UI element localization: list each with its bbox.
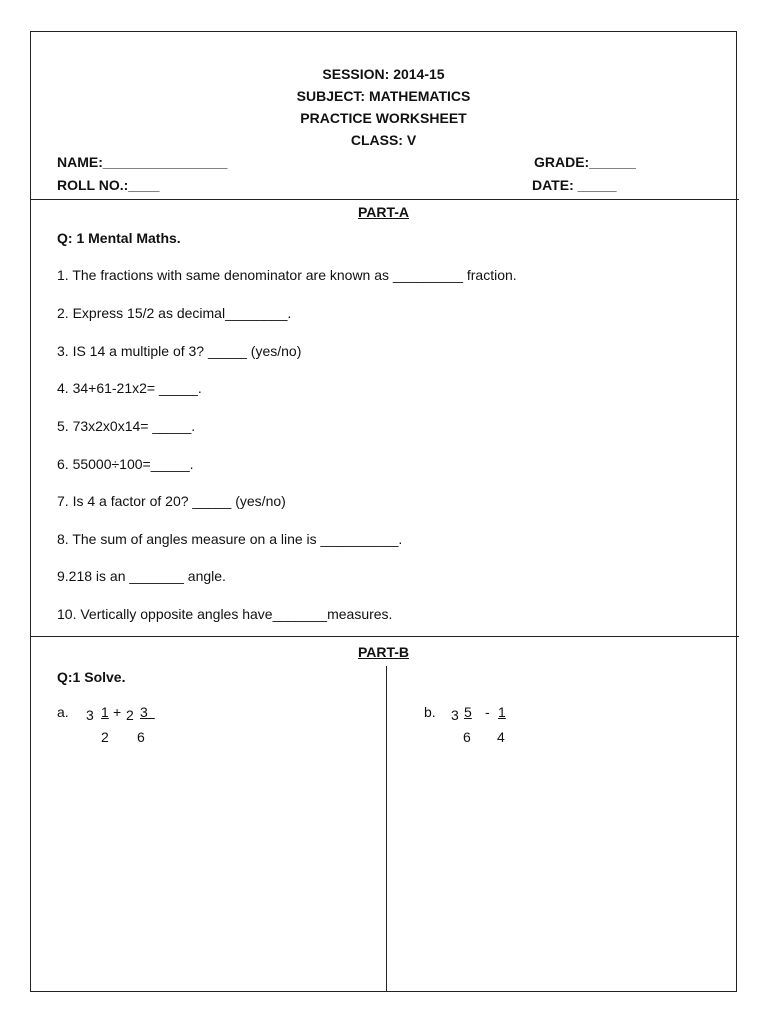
mixed-number-whole: 3	[451, 707, 459, 723]
operator: +	[113, 704, 122, 720]
underline-extension	[147, 704, 155, 720]
part-b-title: PART-B	[357, 644, 410, 660]
roll-number-field: ROLL NO.:____	[57, 177, 160, 193]
part-a-question: Q: 1 Mental Maths.	[57, 230, 181, 246]
mixed-number-whole: 3	[86, 707, 94, 723]
question-item: 2. Express 15/2 as decimal________.	[57, 305, 292, 321]
problem-b-label: b.	[424, 704, 436, 720]
name-field: NAME:________________	[57, 154, 228, 170]
question-item: 6. 55000÷100=_____.	[57, 456, 194, 472]
worksheet-title: PRACTICE WORKSHEET	[300, 110, 467, 126]
problem-a-label: a.	[57, 704, 69, 720]
question-item: 1. The fractions with same denominator are known as _________ fraction.	[57, 267, 517, 283]
fraction-denominator: 6	[137, 729, 145, 745]
fraction-denominator: 6	[463, 729, 471, 745]
column-divider	[386, 666, 387, 992]
question-item: 4. 34+61-21x2= _____.	[57, 380, 202, 396]
fraction-numerator: 3	[140, 704, 148, 720]
operator: -	[485, 704, 490, 720]
part-a-title: PART-A	[357, 204, 410, 220]
mixed-number-whole: 2	[126, 707, 134, 723]
fraction-denominator: 4	[497, 729, 505, 745]
question-item: 7. Is 4 a factor of 20? _____ (yes/no)	[57, 493, 286, 509]
fraction-numerator: 5	[464, 704, 472, 720]
question-item: 5. 73x2x0x14= _____.	[57, 418, 196, 434]
grade-field: GRADE:______	[534, 154, 636, 170]
part-divider	[30, 636, 739, 637]
subject-line: SUBJECT: MATHEMATICS	[296, 88, 471, 104]
fraction-numerator: 1	[101, 704, 109, 720]
question-item: 3. IS 14 a multiple of 3? _____ (yes/no)	[57, 343, 302, 359]
fraction-denominator: 2	[101, 729, 109, 745]
question-item: 10. Vertically opposite angles have_______measures.	[57, 606, 393, 622]
worksheet-border	[30, 31, 737, 992]
fraction-numerator: 1	[498, 704, 506, 720]
session-line: SESSION: 2014-15	[322, 66, 445, 82]
question-item: 8. The sum of angles measure on a line is __________.	[57, 531, 403, 547]
question-item: 9.218 is an _______ angle.	[57, 568, 226, 584]
date-field: DATE: _____	[532, 177, 617, 193]
class-line: CLASS: V	[350, 132, 417, 148]
part-b-question: Q:1 Solve.	[57, 669, 126, 685]
header-divider	[30, 199, 739, 200]
